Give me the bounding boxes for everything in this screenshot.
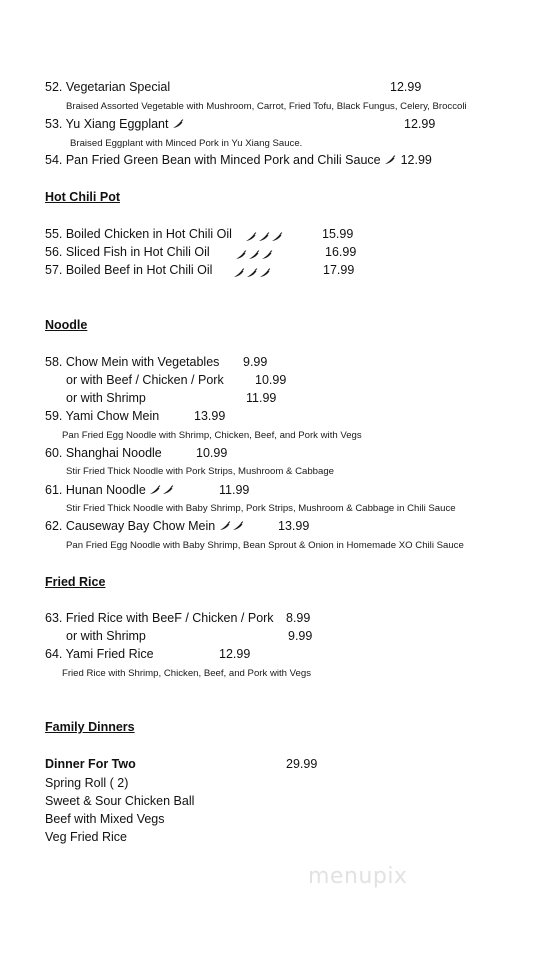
chili-pepper-icon <box>232 521 244 531</box>
item-56-price: 16.99 <box>325 245 357 259</box>
item-64-price: 12.99 <box>219 647 251 661</box>
item-61-name: 61. Hunan Noodle <box>45 483 146 497</box>
item-53-row <box>45 117 185 132</box>
item-59-price: 13.99 <box>194 409 226 423</box>
item-52-name: 52. Vegetarian Special <box>45 80 171 94</box>
item-63-price: 8.99 <box>286 611 311 625</box>
chili-pepper-icon <box>162 485 174 495</box>
item-59-desc: Pan Fried Egg Noodle with Shrimp, Chicken, Beef, and Pork with Vegs <box>62 430 362 441</box>
chili-pepper-icon <box>233 268 245 278</box>
item-60-price: 10.99 <box>196 446 228 460</box>
item-57-spice <box>233 265 272 283</box>
item-62-desc: Pan Fried Egg Noodle with Baby Shrimp, Bean Sprout & Onion in Homemade XO Chili Sauce <box>66 540 464 551</box>
chili-pepper-icon <box>248 250 260 260</box>
item-63-shrimp-name: or with Shrimp <box>66 629 146 643</box>
item-52-desc: Braised Assorted Vegetable with Mushroom, Carrot, Fried Tofu, Black Fungus, Celery, Broccoli <box>66 101 467 112</box>
item-57-name: 57. Boiled Beef in Hot Chili Oil <box>45 263 213 277</box>
chili-pepper-icon <box>149 485 161 495</box>
item-62-spice <box>219 520 245 534</box>
item-52-price: 12.99 <box>390 80 422 94</box>
item-54-spice <box>384 154 397 168</box>
item-54-name: 54. Pan Fried Green Bean with Minced Pork and Chili Sauce <box>45 153 381 167</box>
item-61-row <box>45 483 175 498</box>
item-59-name: 59. Yami Chow Mein <box>45 409 160 423</box>
item-64-desc: Fried Rice with Shrimp, Chicken, Beef, and Pork with Vegs <box>62 668 312 679</box>
dinner-course: Spring Roll ( 2) <box>45 776 129 790</box>
item-63-name: 63. Fried Rice with BeeF / Chicken / Pork <box>45 611 274 625</box>
chili-pepper-icon <box>246 268 258 278</box>
item-58-beef-chicken-pork-price: 10.99 <box>255 373 287 387</box>
item-56-spice <box>235 247 274 265</box>
chili-pepper-icon <box>235 250 247 260</box>
dinner-for-two-price: 29.99 <box>286 757 318 771</box>
item-60-name: 60. Shanghai Noodle <box>45 446 162 460</box>
chili-pepper-icon <box>261 250 273 260</box>
section-heading-fried-rice: Fried Rice <box>45 575 106 589</box>
item-56-name: 56. Sliced Fish in Hot Chili Oil <box>45 245 210 259</box>
item-55-price: 15.99 <box>322 227 354 241</box>
chili-pepper-icon <box>384 155 396 165</box>
dinner-course: Veg Fried Rice <box>45 830 127 844</box>
item-58-price: 9.99 <box>243 355 268 369</box>
item-61-price: 11.99 <box>219 483 250 497</box>
item-58-shrimp-name: or with Shrimp <box>66 391 146 405</box>
item-53-price: 12.99 <box>404 117 436 131</box>
item-58-beef-chicken-pork-name: or with Beef / Chicken / Pork <box>66 373 224 387</box>
chili-pepper-icon <box>258 232 270 242</box>
dinner-for-two-title: Dinner For Two <box>45 757 136 771</box>
item-62-price: 13.99 <box>278 519 310 533</box>
item-57-price: 17.99 <box>323 263 355 277</box>
item-63-shrimp-price: 9.99 <box>288 629 313 643</box>
item-64-name: 64. Yami Fried Rice <box>45 647 154 661</box>
section-heading-noodle: Noodle <box>45 318 88 332</box>
watermark-logo: menupix <box>308 864 408 889</box>
item-53-name: 53. Yu Xiang Eggplant <box>45 117 169 131</box>
section-heading-hot-chili-pot: Hot Chili Pot <box>45 190 120 204</box>
item-58-shrimp-price: 11.99 <box>246 391 277 405</box>
chili-pepper-icon <box>259 268 271 278</box>
item-62-name: 62. Causeway Bay Chow Mein <box>45 519 216 533</box>
item-61-desc: Stir Fried Thick Noodle with Baby Shrimp, Pork Strips, Mushroom & Cabbage in Chili Sauce <box>66 503 456 514</box>
item-55-spice <box>245 229 284 247</box>
dinner-course: Beef with Mixed Vegs <box>45 812 165 826</box>
section-heading-family-dinners: Family Dinners <box>45 720 135 734</box>
item-54-row <box>45 153 432 168</box>
dinner-course: Sweet & Sour Chicken Ball <box>45 794 195 808</box>
item-54-price: 12.99 <box>400 153 432 167</box>
chili-pepper-icon <box>219 521 231 531</box>
item-62-row <box>45 519 245 534</box>
item-53-spice <box>172 118 185 132</box>
item-58-name: 58. Chow Mein with Vegetables <box>45 355 220 369</box>
chili-pepper-icon <box>245 232 257 242</box>
chili-pepper-icon <box>172 119 184 129</box>
chili-pepper-icon <box>271 232 283 242</box>
item-60-desc: Stir Fried Thick Noodle with Pork Strips, Mushroom & Cabbage <box>66 466 335 477</box>
item-55-name: 55. Boiled Chicken in Hot Chili Oil <box>45 227 232 241</box>
item-53-desc: Braised Eggplant with Minced Pork in Yu Xiang Sauce. <box>70 138 303 149</box>
item-61-spice <box>149 484 175 498</box>
